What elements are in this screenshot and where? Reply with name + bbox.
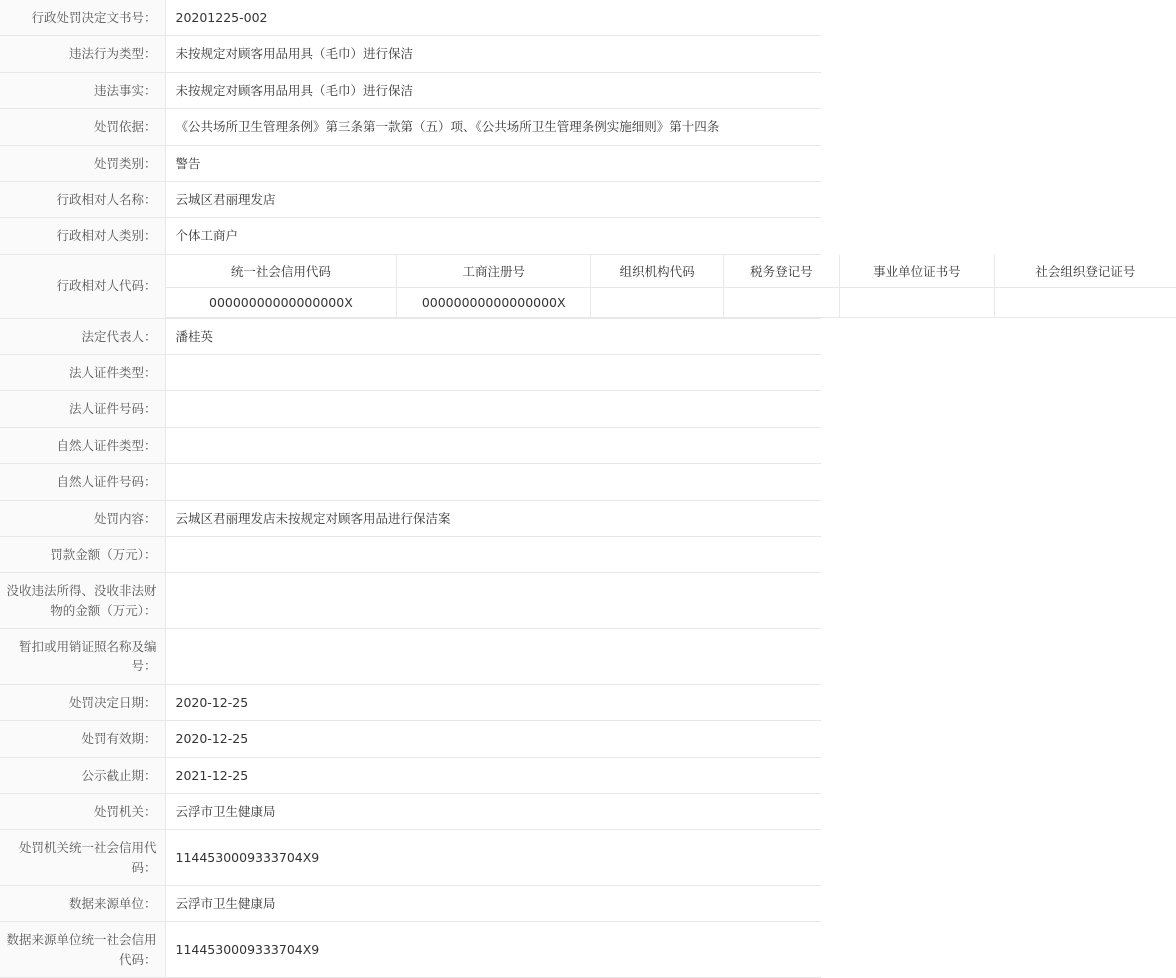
row-label: 自然人证件号码： [0,464,165,500]
row-label: 行政相对人类别： [0,218,165,254]
row-value [165,464,821,500]
row-value: 云城区君丽理发店 [175,191,276,207]
table-row [0,793,821,829]
table-row [0,757,821,793]
row-value: 警告 [175,155,201,171]
entity-code-table [166,255,1176,318]
row-label: 法定代表人： [0,318,165,354]
row-value [165,536,821,572]
row-label: 处罚依据： [0,109,165,145]
code-value-institution-certificate [839,287,995,317]
code-value-unified-social-credit: 00000000000000000X [209,294,353,310]
table-row [0,0,821,36]
code-value-organization-code [591,287,724,317]
row-value [165,355,821,391]
row-value: 云城区君丽理发店未按规定对顾客用品进行保洁案 [175,510,451,526]
row-value: 2020-12-25 [175,731,249,747]
code-header-unified-social-credit: 统一社会信用代码 [166,255,397,288]
table-row-entity-codes [0,254,821,318]
row-value: 云浮市卫生健康局 [175,896,276,911]
table-row [0,36,821,72]
row-label: 没收违法所得、没收非法财物的金额（万元）： [0,573,165,629]
row-label: 处罚内容： [0,500,165,536]
code-value-social-org-registration [995,287,1176,317]
table-row [0,391,821,427]
row-value: 1144530009333704X9 [175,942,320,958]
row-value: 20201225-002 [175,10,268,25]
table-row [0,886,821,922]
row-label: 法人证件类型： [0,355,165,391]
row-value: 未按规定对顾客用品用具（毛巾）进行保洁 [175,46,414,62]
entity-code-header-row [166,255,1176,288]
row-label: 罚款金额（万元）： [0,536,165,572]
row-label: 违法行为类型： [0,36,165,72]
table-row [0,536,821,572]
code-header-business-registration: 工商注册号 [397,255,591,288]
code-header-social-org-registration: 社会组织登记证号 [995,255,1176,288]
entity-code-scroll [166,255,1136,318]
row-label: 处罚决定日期： [0,684,165,720]
entity-code-value-row [166,287,1176,317]
table-row [0,464,821,500]
table-row [0,573,821,629]
row-label: 数据来源单位统一社会信用代码： [0,922,165,978]
table-row [0,72,821,108]
row-value: 潘桂英 [175,328,214,344]
row-value [165,573,821,629]
code-value-business-registration: 00000000000000000X [397,287,591,317]
table-row [0,218,821,254]
table-row [0,355,821,391]
row-label: 数据来源单位： [0,886,165,922]
row-value: 未按规定对顾客用品用具（毛巾）进行保洁 [175,82,414,98]
row-value: 2020-12-25 [175,694,249,710]
row-value: 2021-12-25 [175,767,249,783]
table-row [0,830,821,886]
table-row [0,318,821,354]
table-row [0,145,821,181]
row-value [165,427,821,463]
table-row [0,721,821,757]
entity-code-cell [165,254,1136,318]
code-value-tax-registration [724,287,839,317]
code-header-institution-certificate: 事业单位证书号 [839,255,995,288]
code-header-organization-code: 组织机构代码 [591,255,724,288]
row-label: 处罚机关： [0,793,165,829]
row-label: 行政相对人代码： [0,254,165,318]
row-label: 处罚机关统一社会信用代码： [0,830,165,886]
row-label: 公示截止期： [0,757,165,793]
table-row [0,181,821,217]
row-label: 法人证件号码： [0,391,165,427]
row-value [165,629,821,685]
row-value: 云浮市卫生健康局 [175,803,276,819]
table-row [0,427,821,463]
table-row [0,629,821,685]
table-row [0,684,821,720]
row-label: 自然人证件类型： [0,427,165,463]
row-label: 违法事实： [0,72,165,108]
table-row [0,500,821,536]
row-value: 1144530009333704X9 [175,849,320,865]
row-label: 处罚有效期： [0,721,165,757]
row-value: 个体工商户 [175,228,239,244]
row-label: 行政相对人名称： [0,181,165,217]
row-label: 暂扣或用销证照名称及编号： [0,629,165,685]
code-header-tax-registration: 税务登记号 [724,255,839,288]
row-label: 处罚类别： [0,145,165,181]
table-row [0,922,821,978]
row-label: 行政处罚决定文书号： [0,0,165,36]
table-row [0,109,821,145]
row-value [165,391,821,427]
row-value: 《公共场所卫生管理条例》第三条第一款第（五）项、《公共场所卫生管理条例实施细则》第十四条 [175,119,720,135]
